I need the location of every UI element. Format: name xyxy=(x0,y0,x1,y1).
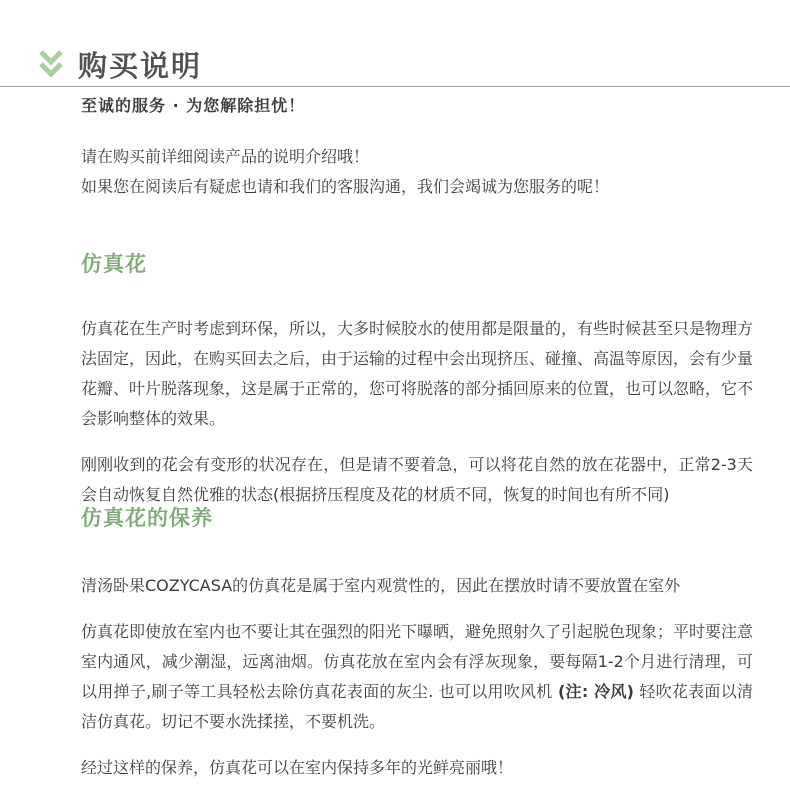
page-header xyxy=(38,44,202,84)
section-body-care xyxy=(81,555,753,799)
header-divider xyxy=(0,86,790,87)
cold-air-note: (注: 冷风) xyxy=(557,682,634,701)
section1-paragraph-1: 仿真花在生产时考虑到环保，所以，大多时候胶水的使用都是限量的，有些时候甚至只是物理方法固定，因此，在购买回去之后，由于运输的过程中会出现挤压、碰撞、高温等原因，会有少量花瓣、叶片脱落现象，这是属于正常的，您可将脱落的部分插回原来的位置，也可以忽略，它不会影响整体的效果。 xyxy=(81,319,754,428)
section2-paragraph-1: 清汤卧果COZYCASA的仿真花是属于室内观赏性的，因此在摆放时请不要放置在室外 xyxy=(81,576,681,595)
section-body-artificial-flower xyxy=(81,298,753,526)
double-chevron-down-icon xyxy=(38,48,64,80)
section-title-care: 仿真花的保养 xyxy=(81,506,213,530)
section2-paragraph-2 xyxy=(81,617,753,737)
page-title: 购买说明 xyxy=(78,48,203,83)
intro-line-2: 如果您在阅读后有疑虑也请和我们的客服沟通，我们会竭诚为您服务的呢！ xyxy=(81,177,610,196)
page-subtitle: 至诚的服务 · 为您解除担忧！ xyxy=(81,96,306,115)
intro-text xyxy=(81,142,761,202)
intro-line-1: 请在购买前详细阅读产品的说明介绍哦！ xyxy=(81,147,370,166)
care-text-before-note: 仿真花即使放在室内也不要让其在强烈的阳光下曝晒，避免照射久了引起脱色现象；平时要注意室内通风，减少潮湿，远离油烟。仿真花放在室内会有浮灰现象，要每隔1-2个月进行清理，可以用掸子,刷子等工具轻松去除仿真花表面的灰尘. 也可以用吹风机 xyxy=(81,622,754,701)
section-title-artificial-flower: 仿真花 xyxy=(81,252,147,276)
care-text-after-note: 轻吹花表面以清洁仿真花。切记不要水洗揉搓，不要机洗。 xyxy=(81,682,753,731)
section1-paragraph-2: 刚刚收到的花会有变形的状况存在，但是请不要着急，可以将花自然的放在花器中，正常2-3天会自动恢复自然优雅的状态(根据挤压程度及花的材质不同，恢复的时间也有所不同) xyxy=(81,455,753,504)
section2-paragraph-3: 经过这样的保养，仿真花可以在室内保持多年的光鲜亮丽哦！ xyxy=(81,758,514,777)
